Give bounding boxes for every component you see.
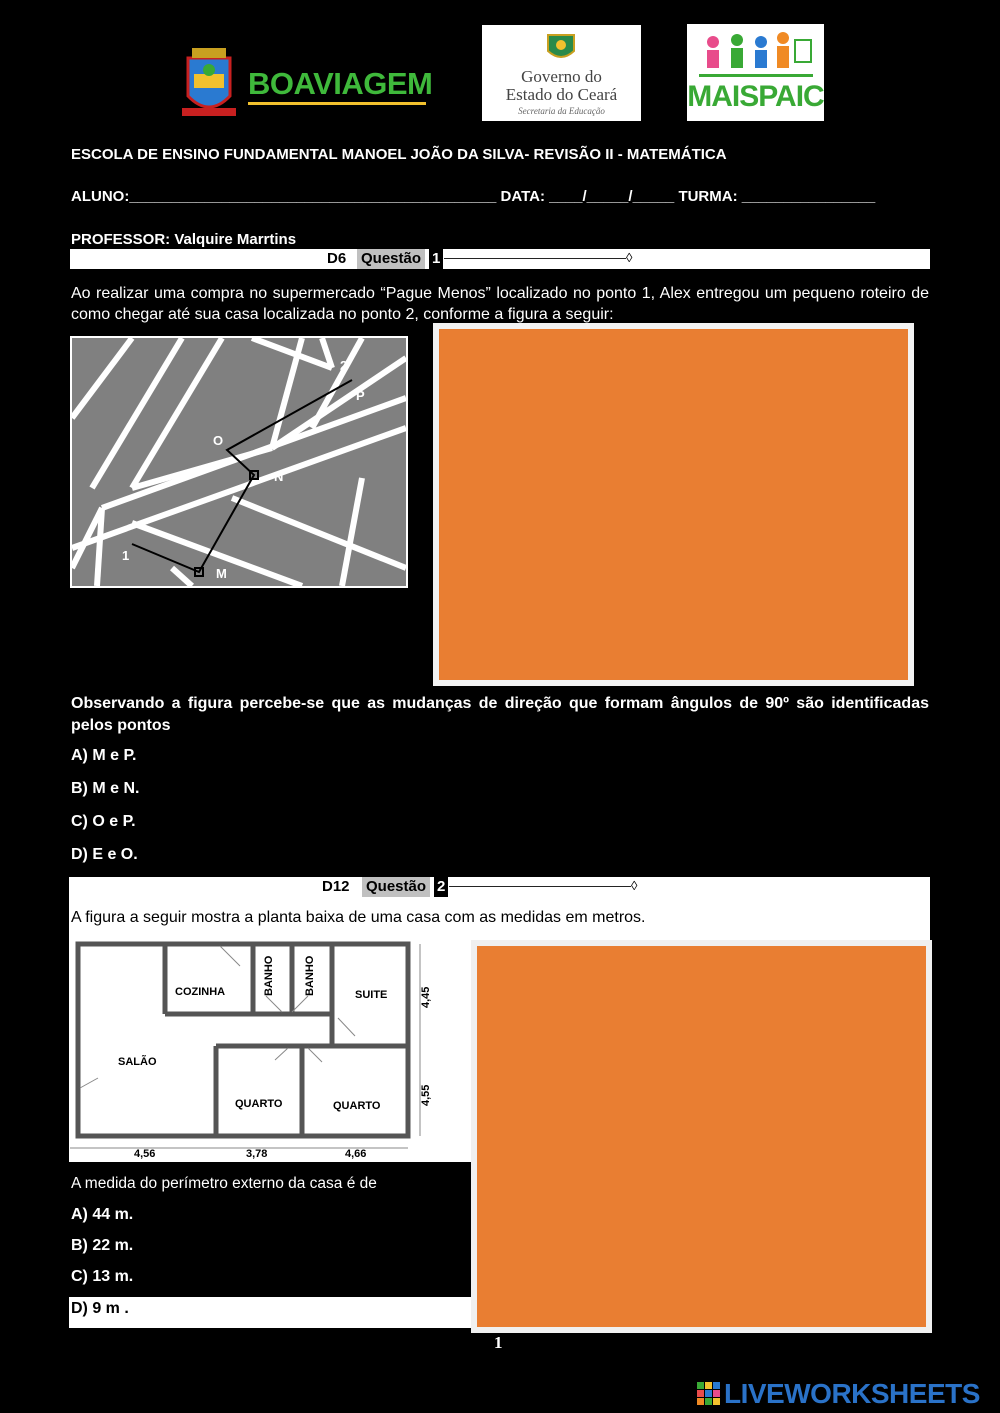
q1-question: Observando a figura percebe-se que as mudanças de direção que formam ângulos de 90º são identificadas pelos pontos <box>71 695 929 734</box>
map-label-m: M <box>216 566 227 581</box>
q2-option-b[interactable]: B) 22 m. <box>71 1237 134 1254</box>
q2-option-c[interactable]: C) 13 m. <box>71 1268 134 1285</box>
room-banho-2: BANHO <box>304 955 316 996</box>
map-label-2: 2 <box>340 358 348 373</box>
q2-option-d[interactable]: D) 9 m . <box>71 1300 129 1317</box>
q1-option-d[interactable]: D) E e O. <box>71 846 138 863</box>
room-cozinha: COZINHA <box>175 986 226 998</box>
q1-option-a[interactable]: A) M e P. <box>71 747 137 764</box>
street-map <box>70 336 408 588</box>
map-label-o: O <box>213 433 224 448</box>
q2-question: A medida do perímetro externo da casa é de <box>71 1175 377 1192</box>
dim-4-66: 4,66 <box>345 1148 367 1160</box>
question-1-header <box>70 249 930 269</box>
logo-gov-line3: Secretaria da Educação <box>518 106 605 116</box>
q2-number: 2 <box>434 877 448 897</box>
q2-text: A figura a seguir mostra a planta baixa de uma casa com as medidas em metros. <box>71 909 646 926</box>
q1-descriptor: D6 <box>327 250 347 267</box>
q2-option-d-band <box>69 1297 472 1328</box>
page-number: 1 <box>494 1333 503 1352</box>
logo-governo-ceara <box>482 25 641 121</box>
map-label-p: P <box>356 388 365 403</box>
logo-gov-line1: Governo do <box>521 67 602 86</box>
room-suite: SUITE <box>355 989 388 1001</box>
street-map-drawing <box>72 338 406 586</box>
q2-option-a[interactable]: A) 44 m. <box>71 1206 134 1223</box>
school-line: ESCOLA DE ENSINO FUNDAMENTAL MANOEL JOÃO DA SILVA- REVISÃO II - MATEMÁTICA <box>71 146 727 163</box>
liveworksheets-text: LIVEWORKSHEETS <box>724 1378 980 1409</box>
teacher-line: PROFESSOR: Valquire Marrtins <box>71 231 297 248</box>
q1-text: Ao realizar uma compra no supermercado “Pague Menos” localizado no ponto 1, Alex entregou um pequeno roteiro de como chegar até sua casa localizada no ponto 2, conforme a figura a seguir: <box>71 285 929 323</box>
children-figures-icon <box>695 30 817 82</box>
student-line: ALUNO:____________________________________________ DATA: ____/_____/_____ TURMA: ________________ <box>71 188 876 205</box>
q1-option-b[interactable]: B) M e N. <box>71 780 140 797</box>
room-quarto-1: QUARTO <box>235 1098 283 1110</box>
logo-maispaic <box>687 24 824 121</box>
q2-arrow: ——————————————◊ <box>449 878 638 893</box>
room-quarto-2: QUARTO <box>333 1100 381 1112</box>
q1-option-c[interactable]: C) O e P. <box>71 813 136 830</box>
answer-drop-area-1[interactable] <box>433 323 914 686</box>
q1-label: Questão <box>357 249 425 269</box>
logo-underline <box>248 102 426 105</box>
map-label-1: 1 <box>122 548 130 563</box>
q2-descriptor: D12 <box>322 878 350 895</box>
q2-label: Questão <box>362 877 430 897</box>
q1-arrow: ——————————————◊ <box>444 250 633 265</box>
logo-gov-line2: Estado do Ceará <box>505 85 618 104</box>
answer-drop-area-2[interactable] <box>471 940 932 1333</box>
dim-4-45: 4,45 <box>420 986 432 1008</box>
map-label-n: N <box>274 469 284 484</box>
logo-boaviagem <box>178 44 433 122</box>
question-2-header <box>70 877 930 897</box>
coat-of-arms-icon <box>178 44 240 122</box>
room-banho-1: BANHO <box>263 955 275 996</box>
room-salao: SALÃO <box>118 1056 157 1068</box>
dim-3-78: 3,78 <box>246 1148 268 1160</box>
logo-boaviagem-text: BOAVIAGEM <box>248 66 433 101</box>
liveworksheets-icon <box>697 1382 721 1406</box>
floor-plan-drawing <box>70 938 438 1162</box>
dim-4-55: 4,55 <box>420 1084 432 1106</box>
q1-number: 1 <box>429 249 443 269</box>
seal-icon <box>544 29 578 63</box>
logo-maispaic-text: MAISPAIC <box>687 80 824 113</box>
floor-plan <box>70 938 438 1162</box>
dim-4-56: 4,56 <box>134 1148 156 1160</box>
